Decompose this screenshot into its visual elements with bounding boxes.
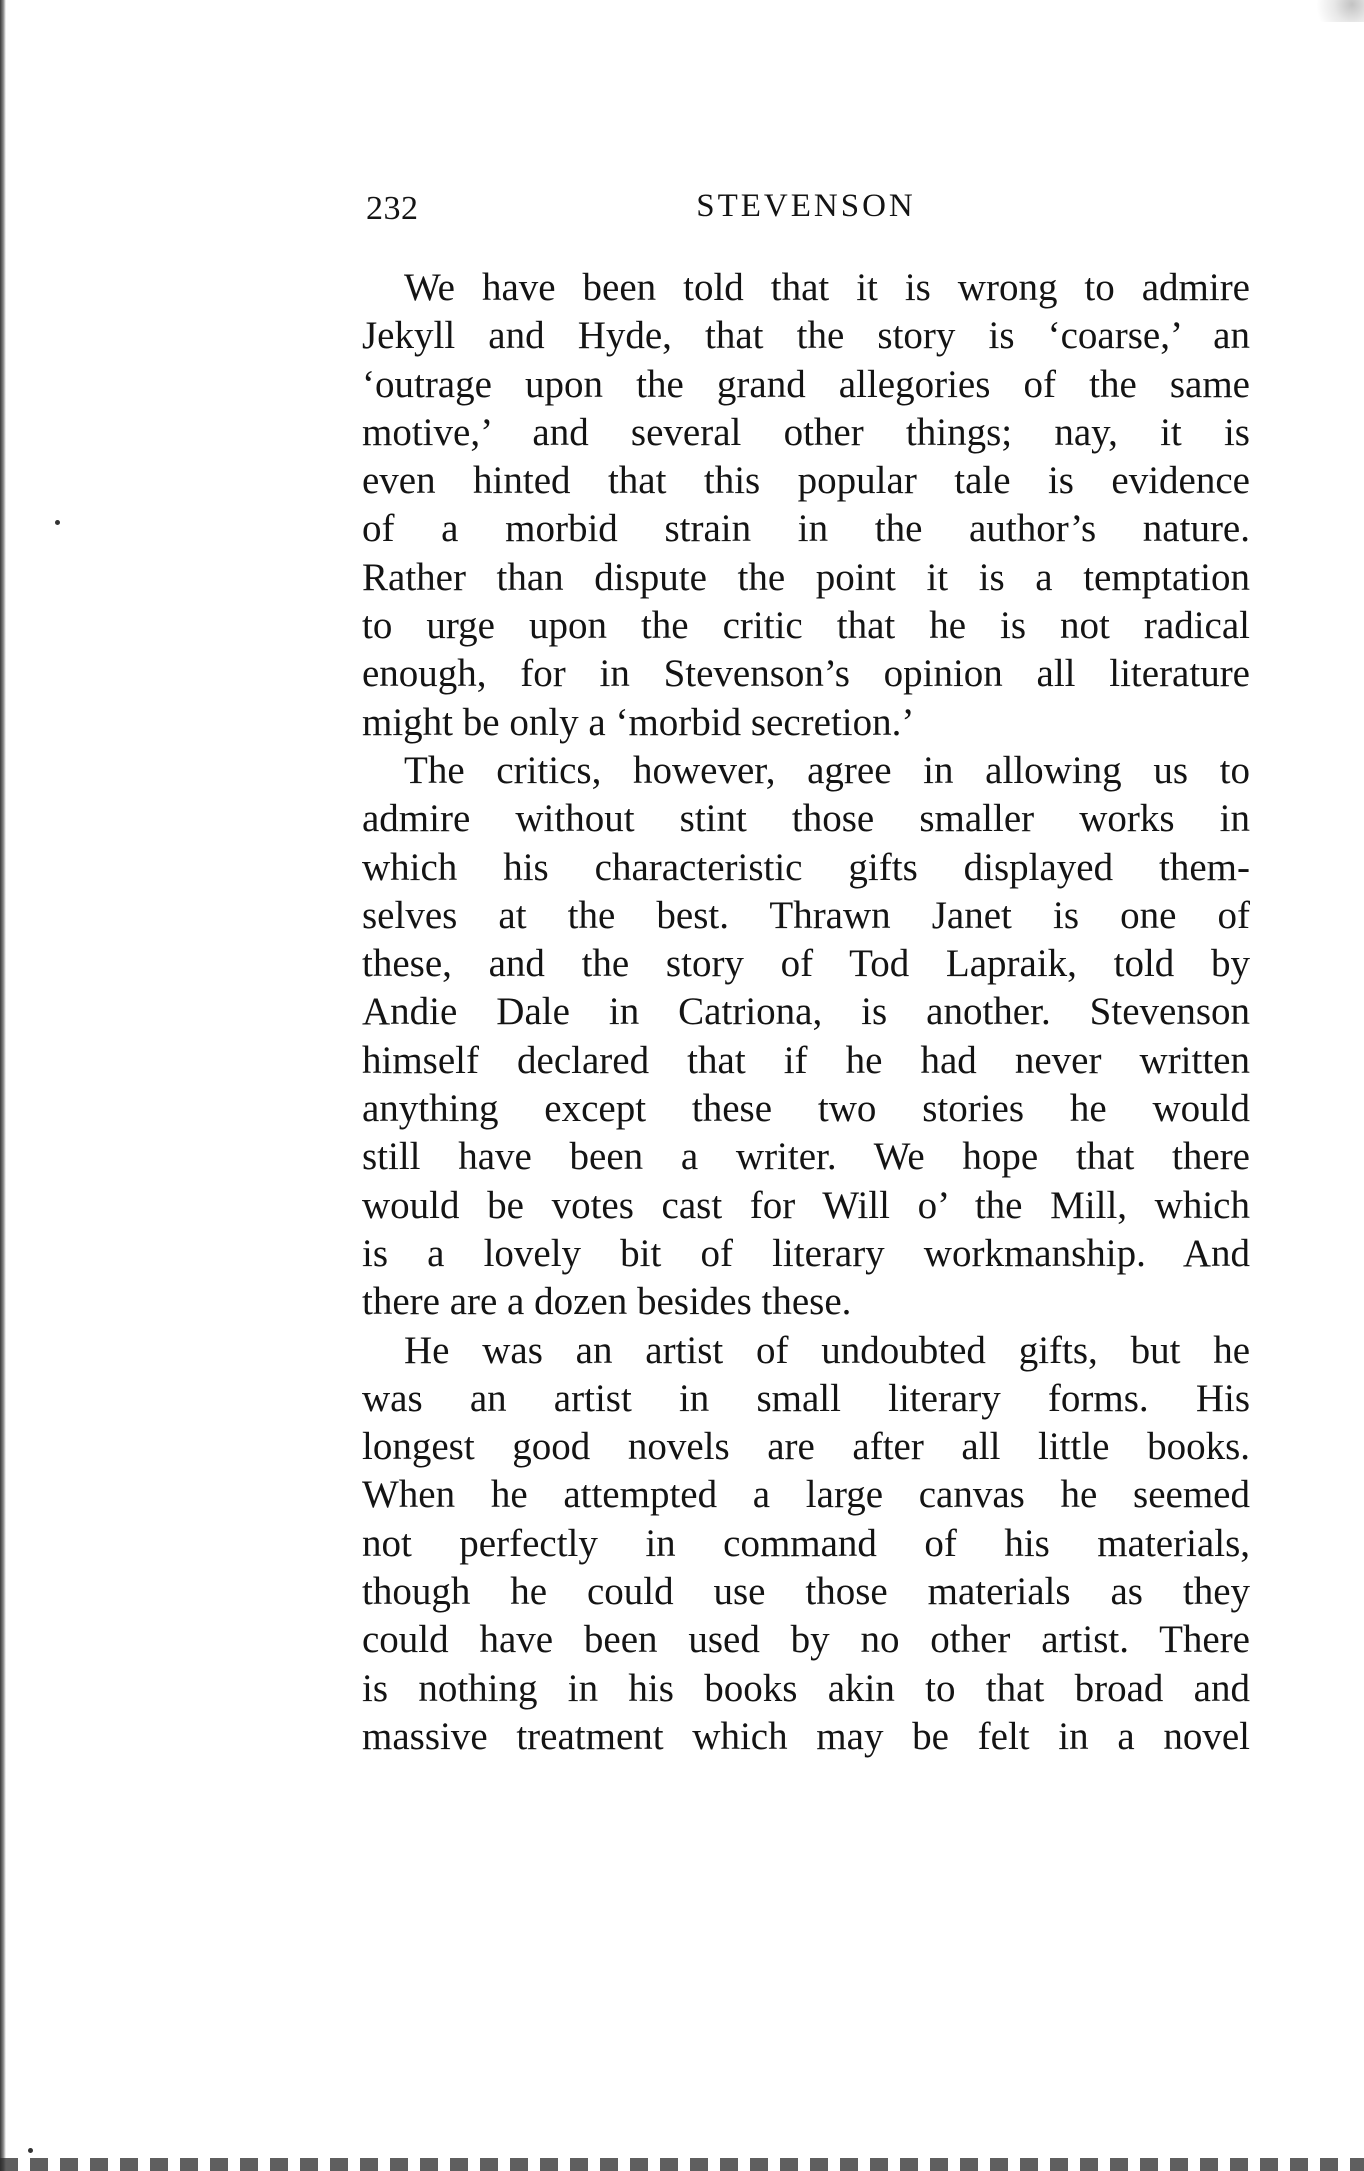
text-line: could have been used by no other artist. There [362, 1618, 1250, 1662]
page-number: 232 [366, 190, 419, 227]
body-text [362, 264, 1250, 1761]
text-line: anything except these two stories he would [362, 1087, 1250, 1131]
text-line: Rather than dispute the point it is a temptation [362, 555, 1250, 599]
text-line: is nothing in his books akin to that broad and [362, 1666, 1250, 1710]
text-line: massive treatment which may be felt in a novel [362, 1714, 1250, 1758]
scan-bottom-edge [0, 2158, 1364, 2171]
text-line: himself declared that if he had never written [362, 1038, 1250, 1082]
running-head: STEVENSON [696, 188, 916, 224]
text-line: We have been told that it is wrong to admire [404, 266, 1250, 309]
text-line: which his characteristic gifts displayed them- [362, 845, 1250, 889]
scan-speck [55, 520, 60, 525]
page-header [366, 188, 1246, 238]
scan-speck [28, 2148, 33, 2153]
text-line: enough, for in Stevenson’s opinion all literature [362, 652, 1250, 696]
text-line: The critics, however, agree in allowing us to [404, 748, 1250, 792]
text-line: would be votes cast for Will o’ the Mill, which [362, 1183, 1250, 1227]
text-line: motive,’ and several other things; nay, it is [362, 410, 1250, 454]
text-line: was an artist in small literary forms. His [362, 1376, 1250, 1420]
scan-left-edge [0, 0, 6, 2171]
text-line: selves at the best. Thrawn Janet is one of [362, 893, 1250, 937]
text-line: Andie Dale in Catriona, is another. Stevenson [362, 990, 1250, 1034]
text-line: even hinted that this popular tale is evidence [362, 459, 1250, 503]
text-line: He was an artist of undoubted gifts, but he [404, 1328, 1250, 1372]
text-line: is a lovely bit of literary workmanship. And [362, 1231, 1250, 1275]
text-line: to urge upon the critic that he is not radical [362, 604, 1250, 648]
text-line: longest good novels are after all little books. [362, 1425, 1250, 1469]
text-line: of a morbid strain in the author’s nature. [362, 507, 1250, 551]
text-line: might be only a ‘morbid secretion.’ [362, 700, 915, 744]
text-line: Jekyll and Hyde, that the story is ‘coarse,’ an [362, 314, 1250, 358]
text-line: there are a dozen besides these. [362, 1280, 852, 1324]
text-line: still have been a writer. We hope that there [362, 1135, 1250, 1179]
scan-corner-smudge [1304, 0, 1364, 22]
text-line: not perfectly in command of his materials, [362, 1521, 1250, 1565]
text-line: When he attempted a large canvas he seemed [362, 1473, 1250, 1517]
text-line: admire without stint those smaller works in [362, 797, 1250, 841]
text-line: ‘outrage upon the grand allegories of the same [362, 362, 1250, 406]
text-line: these, and the story of Tod Lapraik, told by [362, 942, 1250, 986]
text-line: though he could use those materials as they [362, 1570, 1250, 1614]
